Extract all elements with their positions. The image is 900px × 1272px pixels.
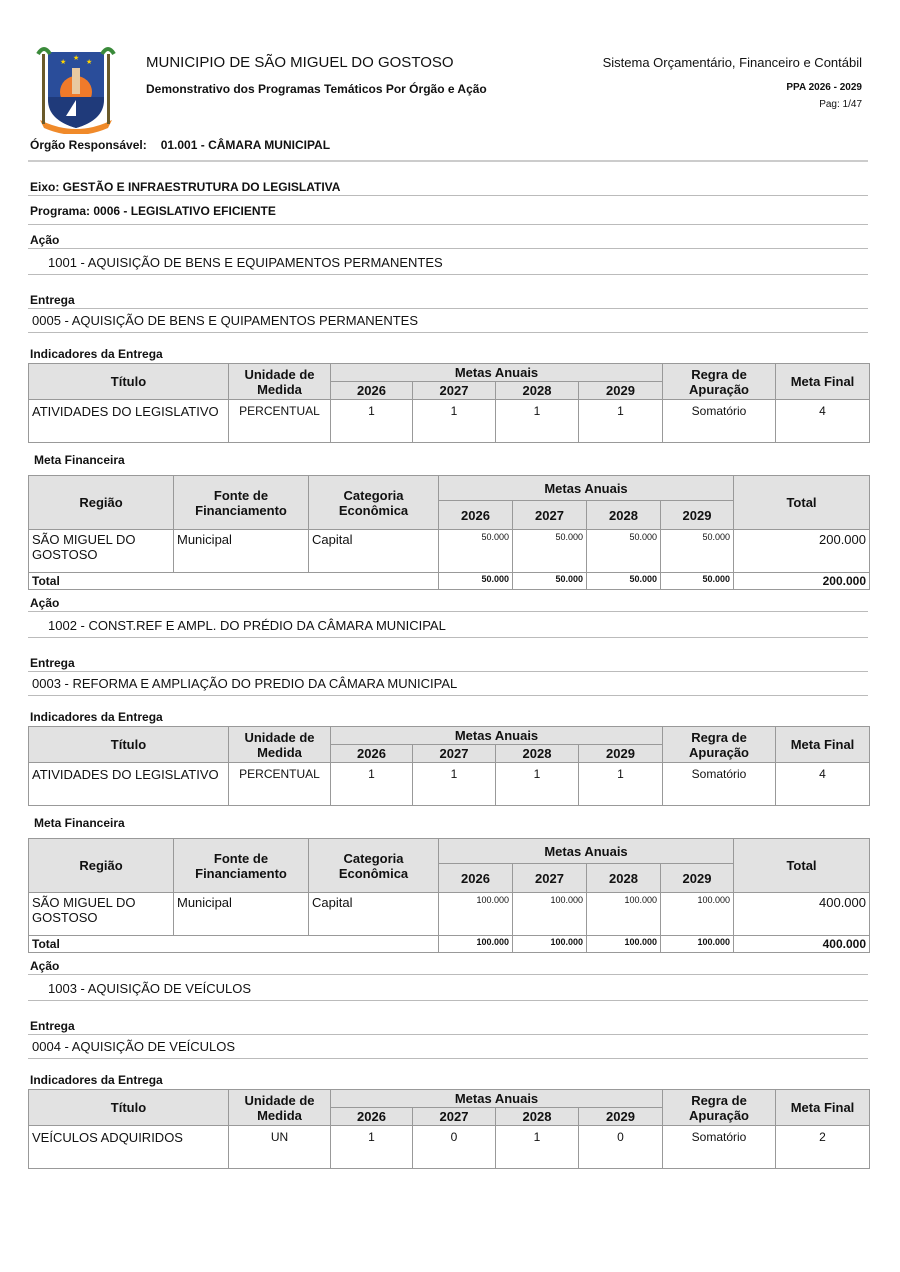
col-2028: 2028 (587, 864, 661, 893)
svg-text:★: ★ (60, 59, 67, 66)
total-2028: 50.000 (587, 573, 661, 590)
cell-final: 2 (776, 1126, 870, 1169)
col-2028: 2028 (496, 1108, 579, 1126)
total-2028: 100.000 (587, 936, 661, 953)
col-2026: 2026 (439, 864, 513, 893)
cell-titulo: ATIVIDADES DO LEGISLATIVO (29, 400, 229, 443)
cell-total: 200.000 (734, 530, 870, 573)
cell-final: 4 (776, 400, 870, 443)
col-fonte: Fonte de Financiamento (174, 476, 309, 530)
acao-block (28, 233, 868, 590)
cell-2026: 1 (331, 763, 413, 806)
svg-text:★: ★ (73, 55, 80, 62)
cell-2028: 1 (496, 400, 579, 443)
acao-label: Ação (28, 959, 868, 975)
ppa-period: PPA 2026 - 2029 (786, 82, 862, 93)
acao-name: 1003 - AQUISIÇÃO DE VEÍCULOS (28, 975, 868, 1001)
cell-2027: 1 (413, 400, 496, 443)
total-label: Total (29, 936, 439, 953)
col-2029: 2029 (661, 864, 734, 893)
entrega-name: 0003 - REFORMA E AMPLIAÇÃO DO PREDIO DA CÂMARA MUNICIPAL (28, 672, 868, 696)
cell-2029: 1 (579, 400, 663, 443)
entrega-label: Entrega (28, 656, 868, 672)
col-unidade: Unidade de Medida (229, 727, 331, 763)
cell-regiao: SÃO MIGUEL DO GOSTOSO (29, 893, 174, 936)
col-titulo: Título (29, 364, 229, 400)
cell-2029: 0 (579, 1126, 663, 1169)
col-2029: 2029 (579, 1108, 663, 1126)
cell-titulo: VEÍCULOS ADQUIRIDOS (29, 1126, 229, 1169)
meta-financeira-label: Meta Financeira (34, 816, 125, 830)
col-regiao: Região (29, 839, 174, 893)
total-2026: 100.000 (439, 936, 513, 953)
entrega-label: Entrega (28, 293, 868, 309)
orgao-responsavel (28, 138, 868, 162)
cell-regra: Somatório (663, 1126, 776, 1169)
eixo-heading: Eixo: GESTÃO E INFRAESTRUTURA DO LEGISLATIVA (28, 180, 868, 196)
total-2029: 50.000 (661, 573, 734, 590)
col-fonte: Fonte de Financiamento (174, 839, 309, 893)
col-2029: 2029 (579, 382, 663, 400)
col-metas: Metas Anuais (439, 839, 734, 864)
total-row (29, 936, 870, 953)
acao-label: Ação (28, 596, 868, 612)
col-2026: 2026 (331, 382, 413, 400)
col-regra: Regra de Apuração (663, 364, 776, 400)
col-total: Total (734, 476, 870, 530)
cell-2029: 1 (579, 763, 663, 806)
indicadores-label: Indicadores da Entrega (30, 347, 163, 361)
cell-2028: 1 (496, 763, 579, 806)
cell-final: 4 (776, 763, 870, 806)
col-2027: 2027 (413, 745, 496, 763)
col-regiao: Região (29, 476, 174, 530)
cell-2027: 0 (413, 1126, 496, 1169)
cell-regra: Somatório (663, 763, 776, 806)
cell-2028: 1 (496, 1126, 579, 1169)
cell-unidade: PERCENTUAL (229, 400, 331, 443)
col-metas: Metas Anuais (331, 364, 663, 382)
total-total: 400.000 (734, 936, 870, 953)
col-2027: 2027 (513, 864, 587, 893)
col-metas: Metas Anuais (331, 1090, 663, 1108)
col-categoria: Categoria Econômica (309, 476, 439, 530)
total-label: Total (29, 573, 439, 590)
col-unidade: Unidade de Medida (229, 364, 331, 400)
col-titulo: Título (29, 1090, 229, 1126)
acao-name: 1001 - AQUISIÇÃO DE BENS E EQUIPAMENTOS PERMANENTES (28, 249, 868, 275)
meta-financeira-label: Meta Financeira (34, 453, 125, 467)
col-2026: 2026 (331, 745, 413, 763)
total-2029: 100.000 (661, 936, 734, 953)
col-final: Meta Final (776, 364, 870, 400)
cell-2028: 50.000 (587, 530, 661, 573)
system-name: Sistema Orçamentário, Financeiro e Contábil (602, 55, 862, 70)
indicadores-label: Indicadores da Entrega (30, 1073, 163, 1087)
meta-financeira-table (28, 838, 870, 953)
indicadores-table (28, 363, 870, 443)
col-regra: Regra de Apuração (663, 1090, 776, 1126)
municipality-name: MUNICIPIO DE SÃO MIGUEL DO GOSTOSO (146, 54, 454, 71)
programa-heading: Programa: 0006 - LEGISLATIVO EFICIENTE (28, 204, 868, 225)
col-metas: Metas Anuais (331, 727, 663, 745)
col-2029: 2029 (661, 501, 734, 530)
cell-categoria: Capital (309, 530, 439, 573)
cell-2026: 1 (331, 1126, 413, 1169)
total-total: 200.000 (734, 573, 870, 590)
col-2027: 2027 (513, 501, 587, 530)
cell-2027: 100.000 (513, 893, 587, 936)
total-2026: 50.000 (439, 573, 513, 590)
svg-text:★: ★ (86, 59, 93, 66)
cell-2029: 50.000 (661, 530, 734, 573)
cell-regra: Somatório (663, 400, 776, 443)
table-row (29, 763, 870, 806)
indicadores-table (28, 726, 870, 806)
table-row (29, 400, 870, 443)
cell-2026: 100.000 (439, 893, 513, 936)
table-row (29, 893, 870, 936)
cell-unidade: PERCENTUAL (229, 763, 331, 806)
col-total: Total (734, 839, 870, 893)
col-final: Meta Final (776, 1090, 870, 1126)
acao-block (28, 959, 868, 1169)
table-row (29, 530, 870, 573)
total-2027: 100.000 (513, 936, 587, 953)
cell-fonte: Municipal (174, 893, 309, 936)
entrega-name: 0005 - AQUISIÇÃO DE BENS E QUIPAMENTOS PERMANENTES (28, 309, 868, 333)
cell-regiao: SÃO MIGUEL DO GOSTOSO (29, 530, 174, 573)
page-number: Pag: 1/47 (819, 99, 862, 110)
col-2027: 2027 (413, 1108, 496, 1126)
cell-categoria: Capital (309, 893, 439, 936)
col-2026: 2026 (439, 501, 513, 530)
municipal-coat-of-arms-logo (30, 42, 122, 134)
entrega-name: 0004 - AQUISIÇÃO DE VEÍCULOS (28, 1035, 868, 1059)
col-metas: Metas Anuais (439, 476, 734, 501)
cell-2026: 50.000 (439, 530, 513, 573)
total-row (29, 573, 870, 590)
cell-unidade: UN (229, 1126, 331, 1169)
orgao-value: 01.001 - CÂMARA MUNICIPAL (160, 138, 331, 152)
col-unidade: Unidade de Medida (229, 1090, 331, 1126)
cell-2027: 1 (413, 763, 496, 806)
acao-name: 1002 - CONST.REF E AMPL. DO PRÉDIO DA CÂMARA MUNICIPAL (28, 612, 868, 638)
total-2027: 50.000 (513, 573, 587, 590)
orgao-label: Órgão Responsável: (30, 138, 147, 152)
cell-2028: 100.000 (587, 893, 661, 936)
col-2026: 2026 (331, 1108, 413, 1126)
report-content (28, 138, 868, 1169)
indicadores-label: Indicadores da Entrega (30, 710, 163, 724)
col-titulo: Título (29, 727, 229, 763)
report-title: Demonstrativo dos Programas Temáticos Por Órgão e Ação (146, 82, 487, 96)
acao-label: Ação (28, 233, 868, 249)
col-2027: 2027 (413, 382, 496, 400)
cell-2027: 50.000 (513, 530, 587, 573)
acao-block (28, 596, 868, 953)
cell-fonte: Municipal (174, 530, 309, 573)
col-categoria: Categoria Econômica (309, 839, 439, 893)
cell-total: 400.000 (734, 893, 870, 936)
entrega-label: Entrega (28, 1019, 868, 1035)
col-final: Meta Final (776, 727, 870, 763)
table-row (29, 1126, 870, 1169)
col-2028: 2028 (496, 745, 579, 763)
meta-financeira-table (28, 475, 870, 590)
cell-2029: 100.000 (661, 893, 734, 936)
cell-titulo: ATIVIDADES DO LEGISLATIVO (29, 763, 229, 806)
col-2028: 2028 (587, 501, 661, 530)
cell-2026: 1 (331, 400, 413, 443)
col-2029: 2029 (579, 745, 663, 763)
col-regra: Regra de Apuração (663, 727, 776, 763)
indicadores-table (28, 1089, 870, 1169)
col-2028: 2028 (496, 382, 579, 400)
